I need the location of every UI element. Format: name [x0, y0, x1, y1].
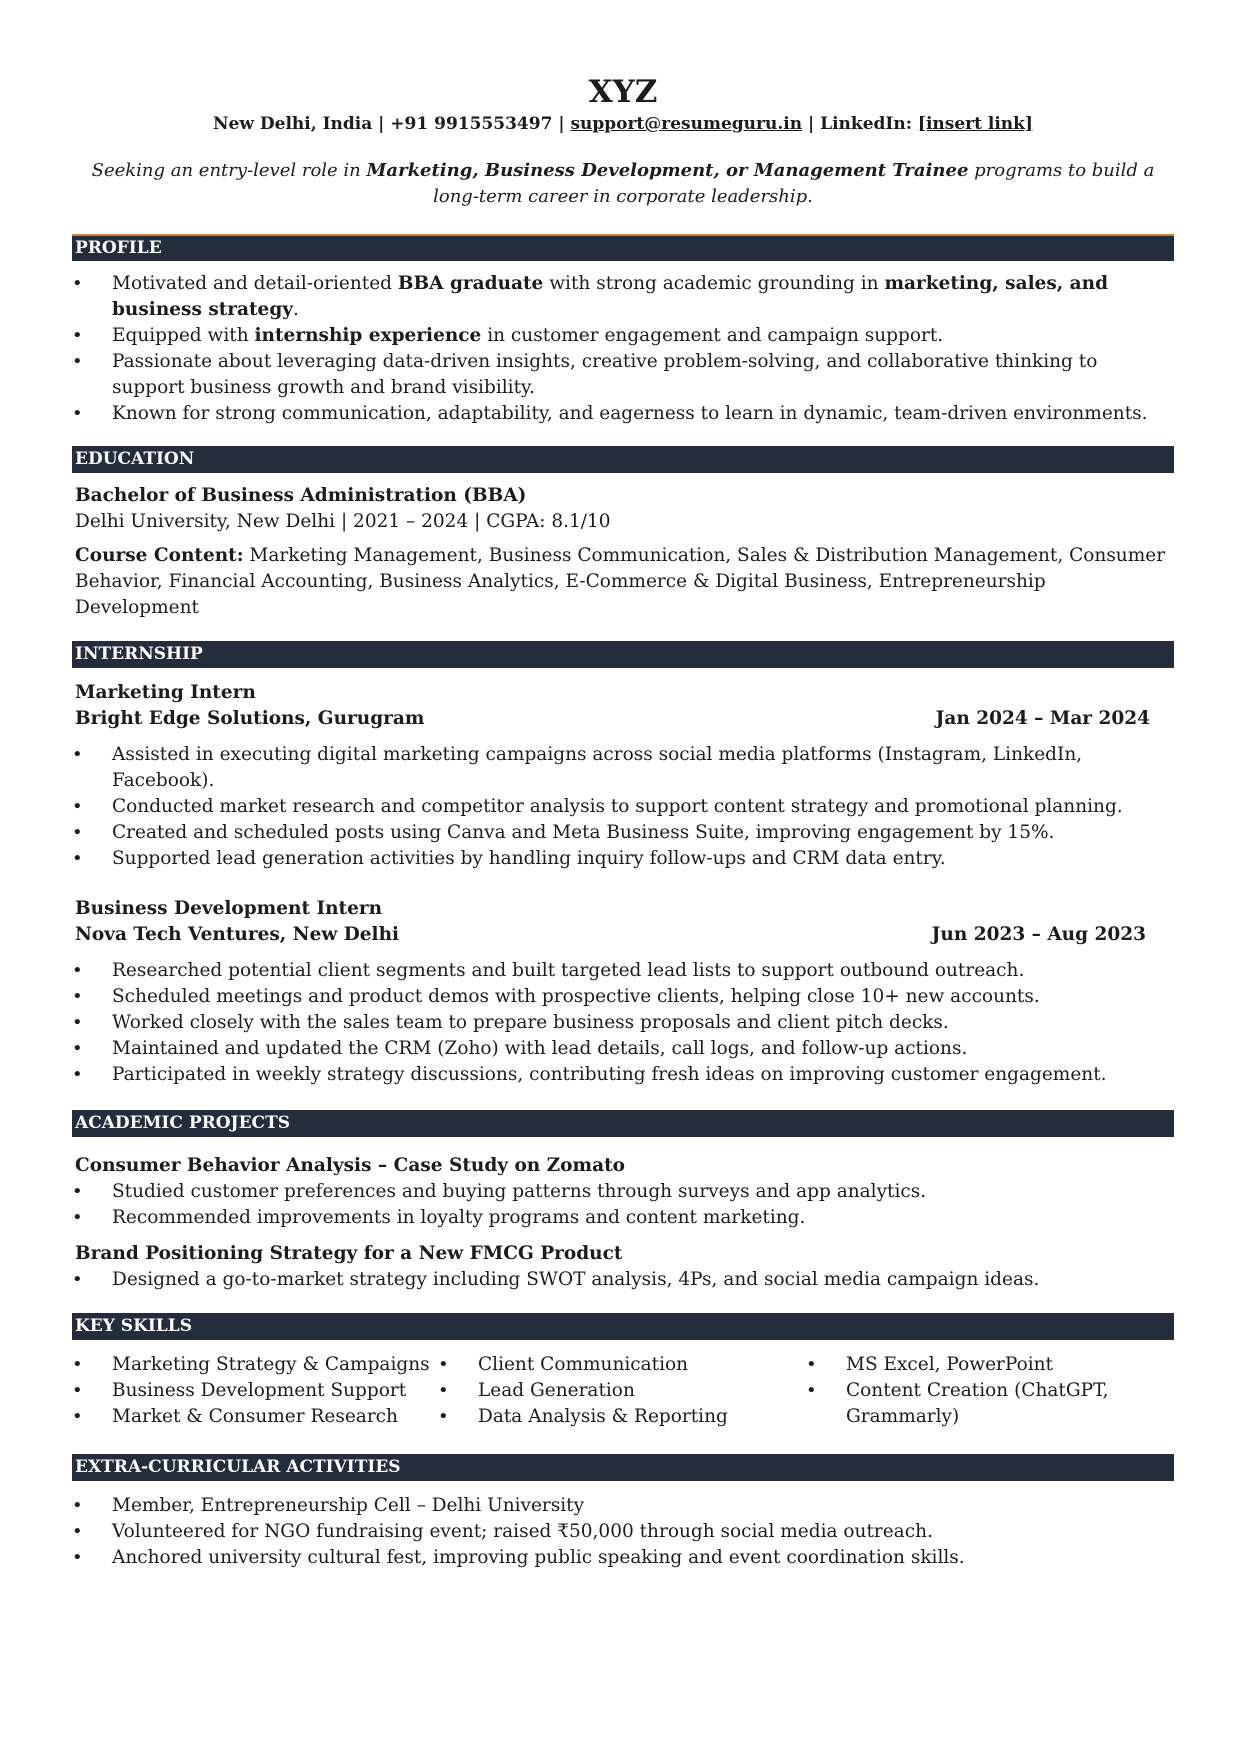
list-item: • Maintained and updated the CRM (Zoho) with lead details, call logs, and follow-up actions. [72, 1036, 1174, 1062]
list-item: • Recommended improvements in loyalty programs and content marketing. [72, 1205, 1174, 1231]
job-role: Business Development Intern [75, 898, 383, 919]
list-item: • Known for strong communication, adaptability, and eagerness to learn in dynamic, team-driven environments. [72, 401, 1174, 427]
location: New Delhi, India [213, 114, 373, 134]
skills-columns [72, 1352, 1174, 1430]
list-item: • Researched potential client segments and built targeted lead lists to support outbound outreach. [72, 958, 1174, 984]
course-label: Course Content: [75, 545, 244, 566]
skills-column [806, 1352, 1136, 1430]
list-item: • Client Communication [438, 1352, 806, 1378]
job-dates: Jun 2023 – Aug 2023 [931, 924, 1146, 945]
phone: +91 9915553497 [390, 114, 553, 134]
list-item: • Worked closely with the sales team to prepare business proposals and client pitch decks. [72, 1010, 1174, 1036]
list-item: • Created and scheduled posts using Canva and Meta Business Suite, improving engagement by 15%. [72, 820, 1174, 846]
section-title-profile: PROFILE [72, 234, 1174, 261]
skills-column [72, 1352, 438, 1430]
separator: | [552, 114, 571, 134]
section-title-skills: KEY SKILLS [72, 1313, 1174, 1340]
list-item: • Designed a go-to-market strategy including SWOT analysis, 4Ps, and social media campaign ideas. [72, 1267, 1174, 1293]
list-item: • Anchored university cultural fest, improving public speaking and event coordination skills. [72, 1545, 1174, 1571]
activities-list [72, 1493, 1174, 1571]
separator: | [802, 114, 821, 134]
list-item: • Member, Entrepreneurship Cell – Delhi University [72, 1493, 1174, 1519]
list-item: • Passionate about leveraging data-driven insights, creative problem-solving, and collaborative thinking to support business growth and brand visibility. [72, 349, 1174, 401]
skills-column [438, 1352, 806, 1430]
project-title: Consumer Behavior Analysis – Case Study on Zomato [75, 1155, 625, 1176]
objective-text: programs to build a long-term career in corporate leadership. [433, 160, 1155, 207]
job-role: Marketing Intern [75, 682, 256, 703]
profile-list [72, 271, 1174, 427]
list-item: • Supported lead generation activities by handling inquiry follow-ups and CRM data entry. [72, 846, 1174, 872]
project-title: Brand Positioning Strategy for a New FMCG Product [75, 1243, 623, 1264]
list-item: • Volunteered for NGO fundraising event; raised ₹50,000 through social media outreach. [72, 1519, 1174, 1545]
list-item: • Scheduled meetings and product demos with prospective clients, helping close 10+ new accounts. [72, 984, 1174, 1010]
section-title-projects: ACADEMIC PROJECTS [72, 1110, 1174, 1137]
degree-details: Delhi University, New Delhi | 2021 – 2024 | CGPA: 8.1/10 [75, 511, 611, 532]
list-item: • Equipped with internship experience in customer engagement and campaign support. [72, 323, 1174, 349]
resume-page [72, 74, 1174, 1571]
job-company-row [72, 922, 1174, 948]
contact-line [72, 112, 1174, 136]
list-item: • MS Excel, PowerPoint [806, 1352, 1136, 1378]
job-company: Nova Tech Ventures, New Delhi [75, 924, 400, 945]
section-title-education: EDUCATION [72, 446, 1174, 473]
email-link[interactable]: support@resumeguru.in [570, 114, 803, 134]
list-item: • Studied customer preferences and buying patterns through surveys and app analytics. [72, 1179, 1174, 1205]
section-title-activities: EXTRA-CURRICULAR ACTIVITIES [72, 1454, 1174, 1481]
candidate-name: XYZ [588, 74, 658, 110]
course-text: Marketing Management, Business Communication, Sales & Distribution Management, Consumer Behavior, Financial Accounting, Business Analytics, E-Commerce & Digital Business, Entrepreneurship Development [75, 545, 1166, 618]
section-title-internship: INTERNSHIP [72, 641, 1174, 668]
job-bullets [72, 958, 1174, 1088]
list-item: • Participated in weekly strategy discussions, contributing fresh ideas on improving customer engagement. [72, 1062, 1174, 1088]
objective-text: Seeking an entry-level role in [91, 160, 367, 181]
list-item: • Lead Generation [438, 1378, 806, 1404]
project-bullets [72, 1267, 1174, 1293]
list-item: • Assisted in executing digital marketing campaigns across social media platforms (Instagram, LinkedIn, Facebook). [72, 742, 1174, 794]
job-company-row [72, 706, 1174, 732]
objective-statement [78, 158, 1168, 210]
list-item: • Content Creation (ChatGPT, Grammarly) [806, 1378, 1136, 1430]
course-content [72, 543, 1174, 621]
list-item: • Market & Consumer Research [72, 1404, 438, 1430]
list-item: • Data Analysis & Reporting [438, 1404, 806, 1430]
job-dates: Jan 2024 – Mar 2024 [935, 708, 1150, 729]
list-item: • Motivated and detail-oriented BBA graduate with strong academic grounding in marketing, sales, and business strategy. [72, 271, 1174, 323]
list-item: • Business Development Support [72, 1378, 438, 1404]
list-item: • Conducted market research and competitor analysis to support content strategy and promotional planning. [72, 794, 1174, 820]
degree-title: Bachelor of Business Administration (BBA) [75, 485, 527, 506]
list-item: • Marketing Strategy & Campaigns [72, 1352, 438, 1378]
project-bullets [72, 1179, 1174, 1231]
objective-highlight: Marketing, Business Development, or Management Trainee [366, 160, 969, 181]
separator: | [372, 114, 391, 134]
job-bullets [72, 742, 1174, 872]
linkedin-label: LinkedIn: [820, 114, 912, 134]
linkedin-link[interactable]: [insert link] [917, 114, 1033, 134]
job-company: Bright Edge Solutions, Gurugram [75, 708, 425, 729]
